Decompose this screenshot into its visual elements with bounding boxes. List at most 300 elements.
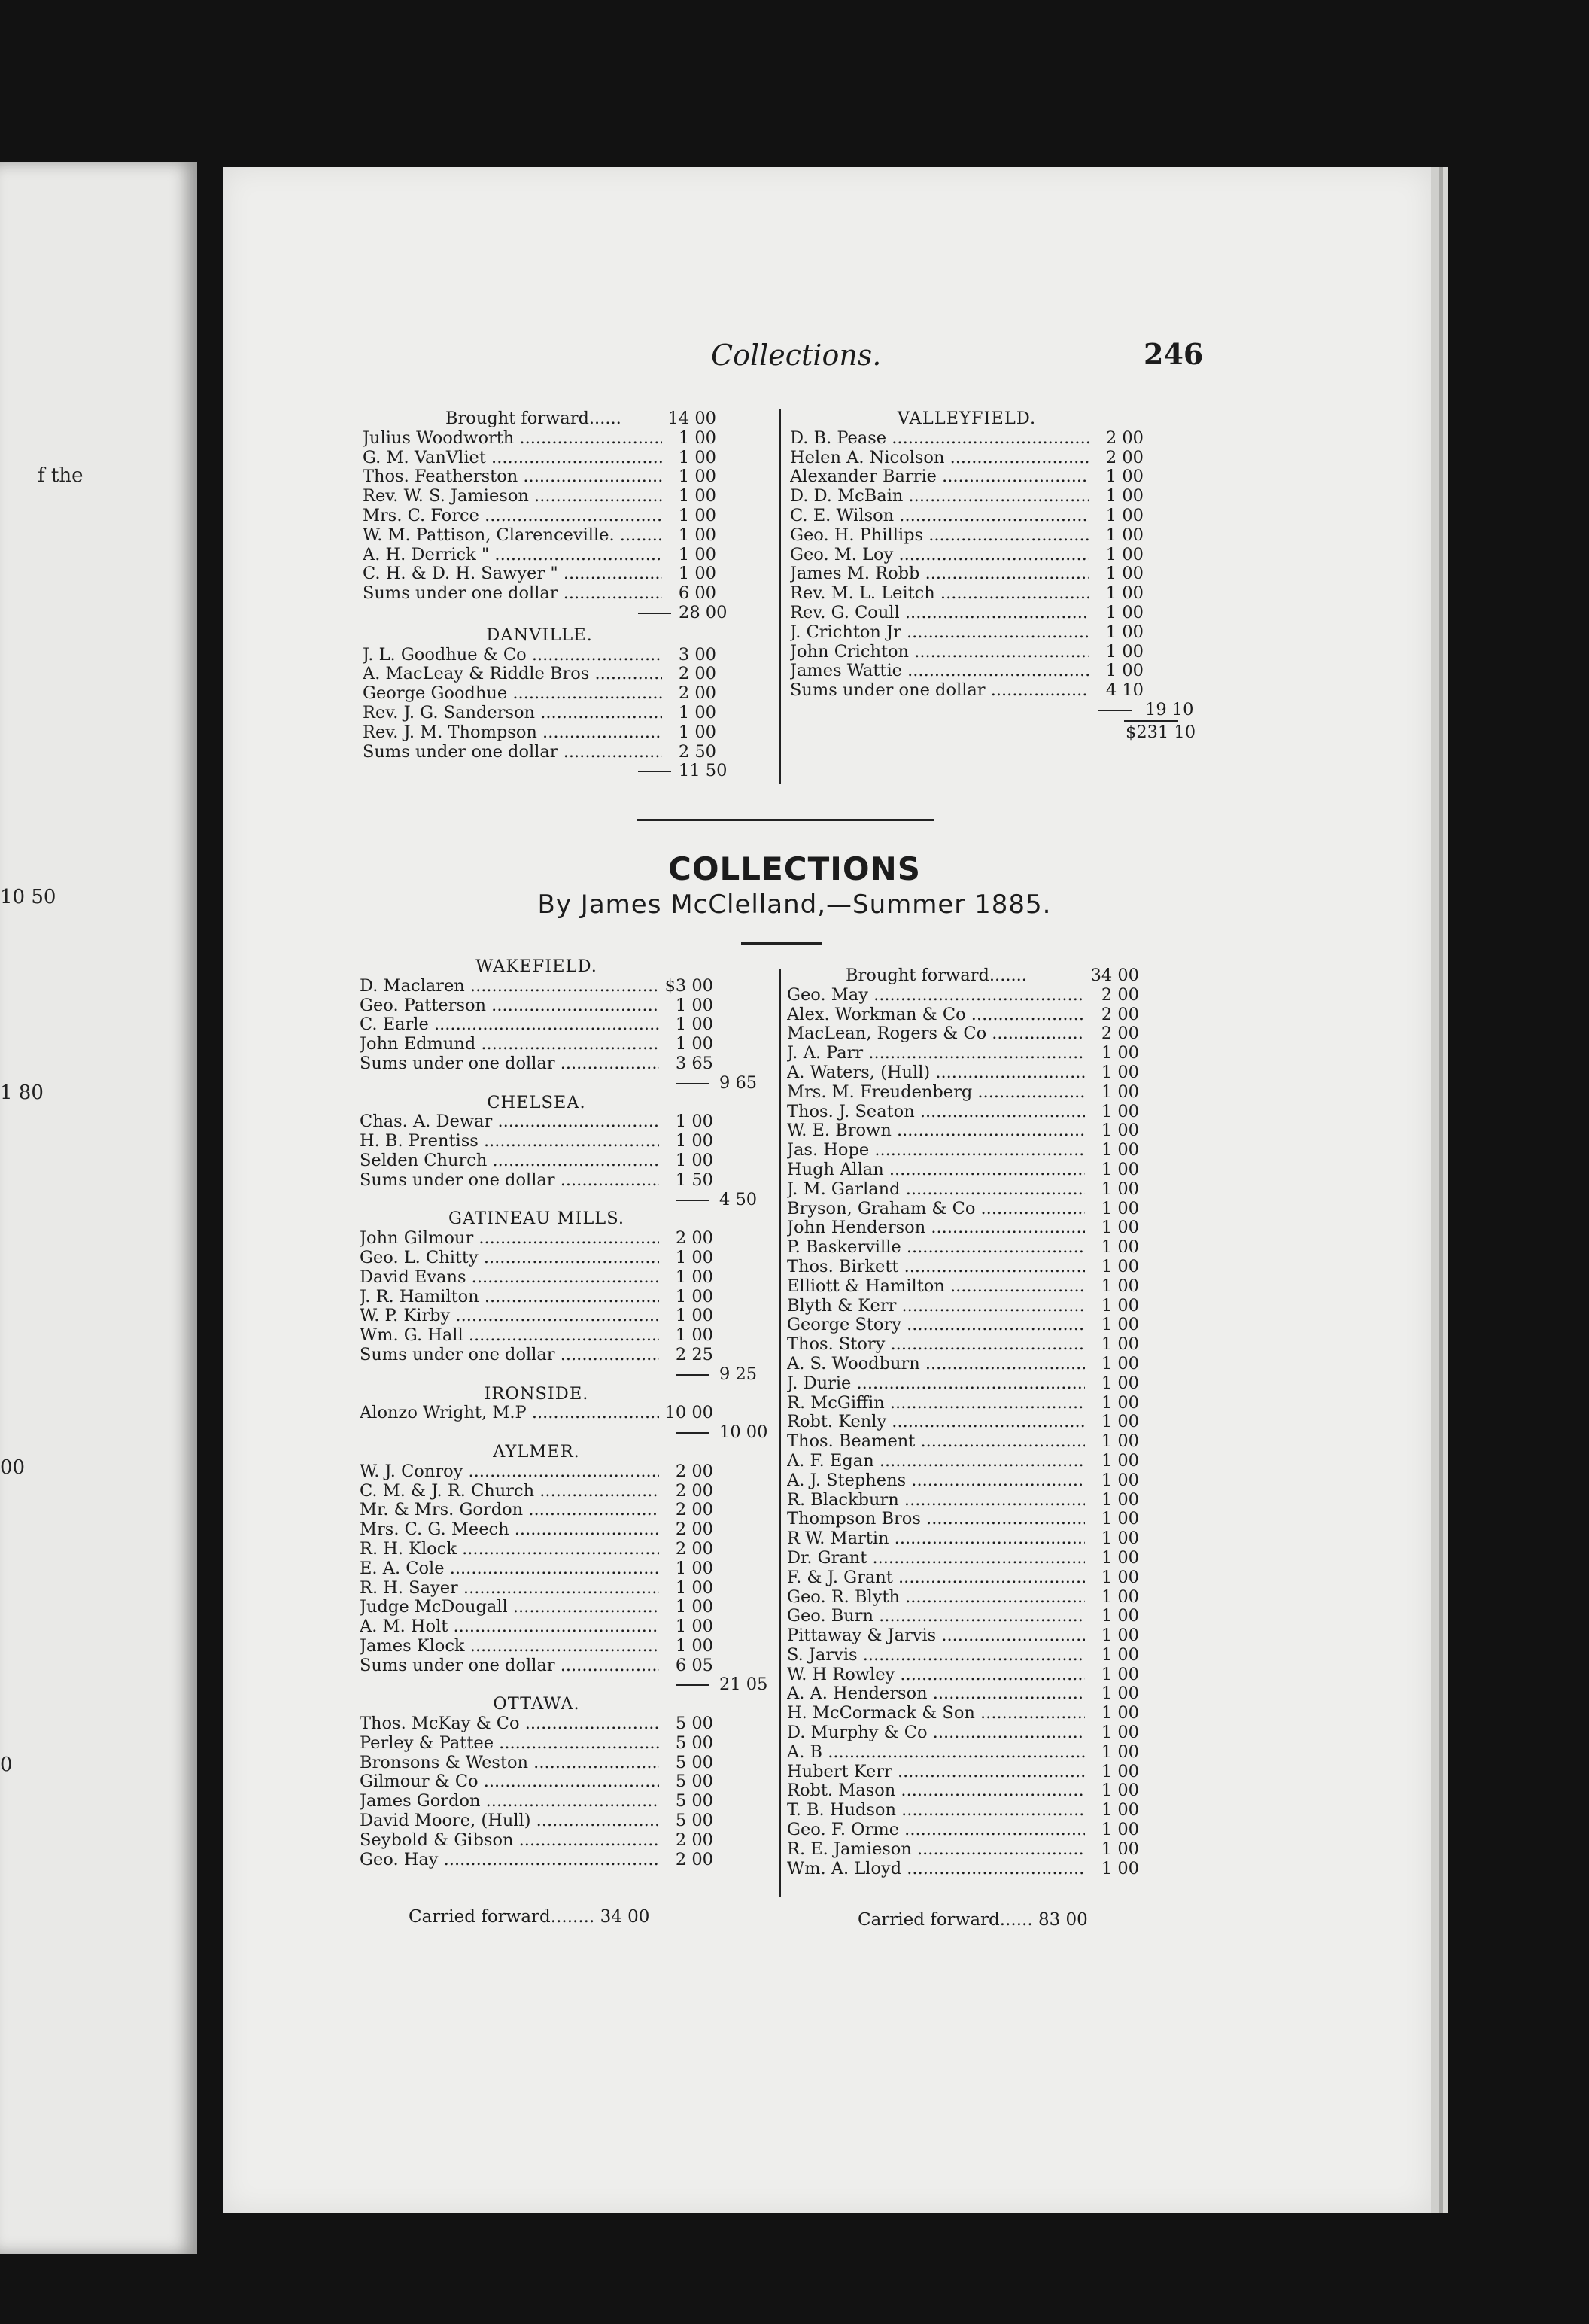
amount: 1 00 — [1101, 1412, 1139, 1432]
ledger-row — [363, 684, 716, 704]
contributor-name: Wm. A. Lloyd ..... — [787, 1860, 1085, 1879]
section-heading: AYLMER. — [493, 1441, 580, 1462]
contributor-name: David Evans ..... — [360, 1268, 659, 1288]
ledger-row — [360, 1540, 713, 1559]
amount: 1 00 — [1105, 583, 1144, 604]
contributor-name: Seybold & Gibson ..... — [360, 1831, 659, 1851]
ledger-row — [363, 704, 716, 723]
contributor-name: Dr. Grant ..... — [787, 1549, 1085, 1568]
collections-title: COLLECTIONS — [668, 850, 921, 887]
amount: 1 00 — [1101, 1820, 1139, 1840]
ledger-row — [360, 1598, 713, 1617]
ledger-row — [787, 1005, 1139, 1025]
ledger-row — [790, 546, 1144, 565]
ledger-row — [790, 429, 1144, 449]
ledger-row — [360, 1306, 713, 1326]
amount: 1 00 — [675, 1635, 713, 1656]
amount: 1 00 — [675, 1597, 713, 1617]
amount: 1 00 — [1101, 1761, 1139, 1781]
contributor-name: Chas. A. Dewar ..... — [360, 1112, 659, 1132]
contributor-name: R. E. Jamieson ..... — [787, 1840, 1085, 1860]
amount: 1 00 — [1101, 1839, 1139, 1859]
amount: 5 00 — [675, 1752, 713, 1772]
amount: 1 00 — [675, 1150, 713, 1170]
ledger-row — [360, 977, 713, 996]
ledger-row — [787, 1452, 1139, 1471]
ledger-row — [787, 1141, 1139, 1160]
ledger-row — [787, 1568, 1139, 1588]
ledger-row — [787, 1160, 1139, 1180]
subtotal-row: 10 00 — [360, 1423, 713, 1443]
brought-forward-row: Brought forward....... 34 00 — [846, 966, 1139, 985]
amount: 1 00 — [675, 1247, 713, 1267]
amount: 1 00 — [1101, 1198, 1139, 1218]
amount: 2 00 — [675, 1461, 713, 1481]
amount: 5 00 — [675, 1772, 713, 1792]
contributor-name: George Goodhue ..... — [363, 684, 662, 704]
amount: 5 00 — [675, 1714, 713, 1734]
ledger-row — [787, 1316, 1139, 1335]
ledger-row — [790, 526, 1144, 546]
ledger-row — [787, 1103, 1139, 1122]
column-rule — [779, 409, 781, 784]
ledger-row — [790, 662, 1144, 681]
ledger-row — [360, 1404, 713, 1423]
contributor-name: Pittaway & Jarvis ..... — [787, 1626, 1085, 1646]
amount: 2 00 — [678, 664, 716, 684]
contributor-name: J. M. Garland ..... — [787, 1180, 1085, 1200]
contributor-name: Geo. F. Orme ..... — [787, 1821, 1085, 1840]
ledger-row — [360, 1151, 713, 1171]
ledger-row — [787, 1588, 1139, 1608]
amount: 6 00 — [678, 583, 716, 604]
contributor-name: Julius Woodworth ..... — [363, 429, 662, 449]
amount: 1 00 — [675, 1558, 713, 1578]
amount: 1 00 — [675, 995, 713, 1015]
contributor-name: J. R. Hamilton ..... — [360, 1288, 659, 1307]
ledger-row — [363, 584, 716, 604]
amount: 1 00 — [1101, 1470, 1139, 1490]
bottom-right-column — [787, 966, 1139, 1878]
contributor-name: Thos. Featherston ..... — [363, 467, 662, 487]
amount: 1 00 — [1105, 505, 1144, 525]
amount: 1 00 — [1101, 1295, 1139, 1316]
amount: 1 00 — [675, 1267, 713, 1287]
facing-page-fragment: 00 — [0, 1456, 26, 1479]
amount: 1 00 — [678, 722, 716, 742]
amount: 1 00 — [675, 1112, 713, 1132]
amount: 1 00 — [675, 1286, 713, 1306]
contributor-name: Geo. Hay ..... — [360, 1851, 659, 1870]
amount: 10 00 — [664, 1403, 713, 1423]
contributor-name: Alex. Workman & Co ..... — [787, 1005, 1085, 1025]
amount: 1 00 — [1101, 1509, 1139, 1529]
contributor-name: G. M. VanVliet ..... — [363, 449, 662, 468]
contributor-name: Gilmour & Co ..... — [360, 1772, 659, 1792]
ledger-row — [363, 526, 716, 546]
contributor-name: John Crichton ..... — [790, 643, 1089, 662]
ledger-row — [360, 1617, 713, 1637]
amount: 1 00 — [678, 467, 716, 487]
amount: 4 10 — [1105, 680, 1144, 701]
ledger-row — [787, 1510, 1139, 1529]
ledger-row — [360, 1035, 713, 1054]
amount: 2 50 — [678, 741, 716, 762]
contributor-name: MacLean, Rogers & Co ..... — [787, 1024, 1085, 1044]
ledger-row — [787, 1121, 1139, 1141]
contributor-name: Geo. L. Chitty ..... — [360, 1249, 659, 1268]
ledger-row — [787, 1394, 1139, 1413]
amount: 1 00 — [1101, 1334, 1139, 1355]
ledger-row — [360, 1734, 713, 1754]
section-heading: CHELSEA. — [487, 1092, 586, 1112]
amount: 1 00 — [1101, 1644, 1139, 1665]
amount: 1 00 — [1101, 1392, 1139, 1413]
column-rule — [779, 969, 781, 1897]
amount: 1 00 — [1101, 1626, 1139, 1646]
contributor-name: T. B. Hudson ..... — [787, 1801, 1085, 1821]
contributor-name: C. Earle ..... — [360, 1015, 659, 1035]
contributor-name: J. L. Goodhue & Co ..... — [363, 646, 662, 665]
ledger-row — [787, 1491, 1139, 1510]
ledger-row — [787, 1763, 1139, 1782]
amount: 1 00 — [1101, 1179, 1139, 1199]
contributor-name: C. H. & D. H. Sawyer " ..... — [363, 564, 662, 584]
contributor-name: Thos. Story ..... — [787, 1335, 1085, 1355]
brought-forward-row: Brought forward...... 14 00 — [445, 409, 716, 428]
contributor-name: Geo. M. Loy ..... — [790, 546, 1089, 565]
ledger-row — [360, 1288, 713, 1307]
ledger-row — [360, 1112, 713, 1132]
page-number: 246 — [1144, 337, 1204, 371]
contributor-name: Blyth & Kerr ..... — [787, 1297, 1085, 1316]
contributor-name: Perley & Pattee ..... — [360, 1734, 659, 1754]
ledger-row — [787, 1024, 1139, 1044]
section-heading: OTTAWA. — [493, 1694, 580, 1714]
contributor-name: W. H Rowley ..... — [787, 1665, 1085, 1685]
top-right-column — [790, 409, 1196, 743]
ledger-row — [787, 1549, 1139, 1568]
subtotal-row: 11 50 — [363, 762, 716, 781]
contributor-name: David Moore, (Hull) ..... — [360, 1811, 659, 1831]
amount: 2 00 — [1101, 1004, 1139, 1024]
contributor-name: Mrs. C. G. Meech ..... — [360, 1520, 659, 1540]
amount: 1 00 — [1101, 1858, 1139, 1878]
ledger-row — [360, 1501, 713, 1520]
ledger-row — [360, 1268, 713, 1288]
ledger-row — [360, 1229, 713, 1249]
contributor-name: A. S. Woodburn ..... — [787, 1355, 1085, 1374]
amount: 1 00 — [1105, 602, 1144, 622]
amount: 1 00 — [1101, 1723, 1139, 1743]
ledger-row — [360, 1754, 713, 1773]
running-title: Collections. — [711, 339, 882, 372]
ledger-row — [360, 1462, 713, 1482]
amount: 1 00 — [1101, 1529, 1139, 1549]
amount: 2 00 — [675, 1538, 713, 1559]
contributor-name: R. Blackburn ..... — [787, 1491, 1085, 1510]
contributor-name: Geo. May ..... — [787, 986, 1085, 1005]
ledger-row — [787, 1277, 1139, 1297]
amount: 2 00 — [1101, 1024, 1139, 1044]
amount: 1 00 — [1101, 1800, 1139, 1821]
contributor-name: Geo. Patterson ..... — [360, 996, 659, 1016]
contributor-name: Geo. Burn ..... — [787, 1607, 1085, 1626]
amount: 1 00 — [675, 1306, 713, 1326]
contributor-name: Bryson, Graham & Co ..... — [787, 1200, 1085, 1219]
ledger-row — [360, 1811, 713, 1831]
contributor-name: Rev. J. G. Sanderson ..... — [363, 704, 662, 723]
contributor-name: Sums under one dollar ..... — [360, 1171, 659, 1191]
ledger-row — [787, 986, 1139, 1005]
contributor-name: Rev. G. Coull ..... — [790, 604, 1089, 623]
ledger-row — [787, 1335, 1139, 1355]
amount: 1 00 — [675, 1577, 713, 1598]
contributor-name: H. B. Prentiss ..... — [360, 1132, 659, 1151]
ledger-row — [787, 1626, 1139, 1646]
amount: 1 00 — [1101, 1218, 1139, 1238]
ledger-row — [787, 1374, 1139, 1394]
ledger-row — [360, 1249, 713, 1268]
amount: $3 00 — [664, 975, 713, 996]
ledger-row — [360, 1520, 713, 1540]
ledger-row — [787, 1840, 1139, 1860]
contributor-name: James Wattie ..... — [790, 662, 1089, 681]
amount: 1 00 — [675, 1014, 713, 1035]
contributor-name: Thos. J. Seaton ..... — [787, 1103, 1085, 1122]
amount: 5 00 — [675, 1732, 713, 1753]
ledger-row — [360, 1326, 713, 1346]
amount: 1 00 — [1101, 1684, 1139, 1704]
amount: 1 00 — [1105, 564, 1144, 584]
ledger-row — [360, 1579, 713, 1599]
contributor-name: Robt. Mason ..... — [787, 1781, 1085, 1801]
ledger-row — [787, 1218, 1139, 1238]
ledger-row — [790, 487, 1144, 506]
amount: 1 00 — [1101, 1121, 1139, 1141]
amount: 1 00 — [1101, 1062, 1139, 1082]
contributor-name: Sums under one dollar ..... — [363, 584, 662, 604]
contributor-name: Thos. Beament ..... — [787, 1432, 1085, 1452]
contributor-name: A. F. Egan ..... — [787, 1452, 1085, 1471]
contributor-name: Hubert Kerr ..... — [787, 1763, 1085, 1782]
contributor-name: John Edmund ..... — [360, 1035, 659, 1054]
contributor-name: Geo. H. Phillips ..... — [790, 526, 1089, 546]
ledger-row — [790, 449, 1144, 468]
amount: 2 00 — [675, 1500, 713, 1520]
contributor-name: A. A. Henderson ..... — [787, 1684, 1085, 1704]
contributor-name: W. P. Kirby ..... — [360, 1306, 659, 1326]
contributor-name: A. H. Derrick " ..... — [363, 546, 662, 565]
contributor-name: Alonzo Wright, M.P ..... — [360, 1404, 659, 1423]
bottom-left-column — [360, 957, 768, 1869]
ledger-row — [360, 996, 713, 1016]
ledger-row — [787, 1258, 1139, 1277]
contributor-name: Hugh Allan ..... — [787, 1160, 1085, 1180]
ledger-row — [363, 723, 716, 743]
amount: 1 00 — [1105, 544, 1144, 564]
ledger-row — [360, 1559, 713, 1579]
ledger-row — [790, 623, 1144, 643]
amount: 2 00 — [678, 683, 716, 704]
amount: 1 00 — [1105, 467, 1144, 487]
ledger-row — [787, 1781, 1139, 1801]
amount: 1 00 — [1101, 1140, 1139, 1160]
amount: 1 00 — [1101, 1373, 1139, 1393]
top-left-column — [363, 409, 728, 781]
amount: 1 00 — [1101, 1450, 1139, 1471]
ledger-row — [363, 467, 716, 487]
facing-page-fragment: 0 — [0, 1754, 13, 1776]
ledger-row — [360, 1792, 713, 1811]
section-heading: GATINEAU MILLS. — [448, 1209, 624, 1229]
ledger-row — [790, 681, 1144, 701]
contributor-name: Selden Church ..... — [360, 1151, 659, 1171]
ledger-row — [787, 1180, 1139, 1200]
ledger-row — [363, 506, 716, 526]
amount: 1 00 — [1101, 1159, 1139, 1179]
contributor-name: A. B ..... — [787, 1743, 1085, 1763]
section-heading: DANVILLE. — [486, 625, 593, 645]
amount: 1 00 — [1101, 1101, 1139, 1121]
amount: 2 00 — [675, 1480, 713, 1501]
amount: 2 00 — [1105, 447, 1144, 467]
ledger-row — [360, 1015, 713, 1035]
contributor-name: Wm. G. Hall ..... — [360, 1326, 659, 1346]
ledger-row — [360, 1171, 713, 1191]
ledger-row — [787, 1665, 1139, 1685]
contributor-name: C. E. Wilson ..... — [790, 506, 1089, 526]
contributor-name: H. McCormack & Son ..... — [787, 1704, 1085, 1723]
contributor-name: A. J. Stephens ..... — [787, 1471, 1085, 1491]
ledger-row — [363, 449, 716, 468]
amount: 1 00 — [1101, 1315, 1139, 1335]
contributor-name: C. M. & J. R. Church ..... — [360, 1482, 659, 1501]
ledger-row — [787, 1723, 1139, 1743]
section-heading: WAKEFIELD. — [475, 957, 597, 976]
contributor-name: W. M. Pattison, Clarenceville. ..... — [363, 526, 662, 546]
contributor-name: A. M. Holt ..... — [360, 1617, 659, 1637]
contributor-name: James Gordon ..... — [360, 1792, 659, 1811]
ledger-row — [360, 1851, 713, 1870]
contributor-name: D. Murphy & Co ..... — [787, 1723, 1085, 1743]
section-divider — [637, 819, 934, 821]
ledger-row — [790, 643, 1144, 662]
amount: 1 00 — [678, 525, 716, 545]
ledger-row — [360, 1637, 713, 1656]
contributor-name: Rev. W. S. Jamieson ..... — [363, 487, 662, 506]
contributor-name: F. & J. Grant ..... — [787, 1568, 1085, 1588]
contributor-name: Rev. J. M. Thompson ..... — [363, 723, 662, 743]
subtotal-row: 21 05 — [360, 1675, 713, 1695]
facing-page-fragment: 1 80 — [0, 1081, 44, 1104]
amount: 1 00 — [1101, 1781, 1139, 1801]
ledger-row — [787, 1684, 1139, 1704]
contributor-name: Thos. McKay & Co ..... — [360, 1714, 659, 1734]
amount: 3 65 — [675, 1053, 713, 1073]
contributor-name: Sums under one dollar ..... — [360, 1054, 659, 1074]
amount: 1 00 — [1101, 1081, 1139, 1102]
contributor-name: Mr. & Mrs. Gordon ..... — [360, 1501, 659, 1520]
ledger-row — [787, 1044, 1139, 1063]
carried-forward-left: Carried forward........ 34 00 — [409, 1907, 650, 1927]
amount: 1 00 — [1101, 1703, 1139, 1723]
contributor-name: W. E. Brown ..... — [787, 1121, 1085, 1141]
ledger-row — [360, 1772, 713, 1792]
ledger-row — [787, 1743, 1139, 1763]
contributor-name: J. Durie ..... — [787, 1374, 1085, 1394]
ledger-row — [787, 1238, 1139, 1258]
contributor-name: Rev. M. L. Leitch ..... — [790, 584, 1089, 604]
contributor-name: D. Maclaren ..... — [360, 977, 659, 996]
amount: 1 00 — [675, 1034, 713, 1054]
ledger-row — [787, 1083, 1139, 1103]
ledger-row — [787, 1355, 1139, 1374]
ledger-row — [787, 1646, 1139, 1665]
subtotal-row: 28 00 — [363, 604, 716, 623]
contributor-name: James Klock ..... — [360, 1637, 659, 1656]
contributor-name: John Gilmour ..... — [360, 1229, 659, 1249]
amount: 2 00 — [675, 1830, 713, 1850]
contributor-name: J. Crichton Jr ..... — [790, 623, 1089, 643]
subtotal-row: 4 50 — [360, 1191, 713, 1210]
subtotal-row: 19 10 — [790, 701, 1144, 720]
ledger-row — [790, 506, 1144, 526]
ledger-row — [787, 1607, 1139, 1626]
ledger-row — [787, 1413, 1139, 1432]
contributor-name: Jas. Hope ..... — [787, 1141, 1085, 1160]
contributor-name: A. Waters, (Hull) ..... — [787, 1063, 1085, 1083]
amount: 1 00 — [1105, 641, 1144, 662]
ledger-row — [787, 1801, 1139, 1821]
amount: 1 00 — [1101, 1586, 1139, 1607]
amount: 1 00 — [1101, 1043, 1139, 1063]
amount: 5 00 — [675, 1811, 713, 1831]
amount: 1 00 — [1101, 1664, 1139, 1684]
contributor-name: Sums under one dollar ..... — [363, 743, 662, 762]
amount: 1 00 — [678, 702, 716, 722]
contributor-name: Alexander Barrie ..... — [790, 467, 1089, 487]
contributor-name: Sums under one dollar ..... — [360, 1346, 659, 1365]
contributor-name: A. MacLeay & Riddle Bros ..... — [363, 665, 662, 684]
ledger-row — [360, 1054, 713, 1074]
contributor-name: R. McGiffin ..... — [787, 1394, 1085, 1413]
amount: 1 00 — [678, 427, 716, 448]
ledger-row — [787, 1432, 1139, 1452]
amount: 1 00 — [1105, 622, 1144, 642]
amount: 1 00 — [1101, 1256, 1139, 1276]
amount: 6 05 — [675, 1655, 713, 1675]
facing-page-fragment: 10 50 — [0, 886, 56, 908]
facing-page-fragment: f the — [38, 464, 84, 487]
amount: 1 00 — [1105, 661, 1144, 681]
ledger-row — [787, 1821, 1139, 1840]
total-row: $231 10 — [790, 723, 1144, 743]
ledger-row — [363, 743, 716, 762]
subtotal-row: 9 25 — [360, 1365, 713, 1385]
amount: 1 00 — [675, 1617, 713, 1637]
contributor-name: John Henderson ..... — [787, 1218, 1085, 1238]
ledger-row — [363, 646, 716, 665]
contributor-name: D. B. Pease ..... — [790, 429, 1089, 449]
amount: 1 00 — [675, 1131, 713, 1151]
section-heading: VALLEYFIELD. — [897, 409, 1037, 428]
amount: 2 00 — [675, 1519, 713, 1540]
contributor-name: Robt. Kenly ..... — [787, 1413, 1085, 1432]
amount: 2 25 — [675, 1344, 713, 1364]
amount: 1 00 — [675, 1325, 713, 1346]
contributor-name: Geo. R. Blyth ..... — [787, 1588, 1085, 1608]
